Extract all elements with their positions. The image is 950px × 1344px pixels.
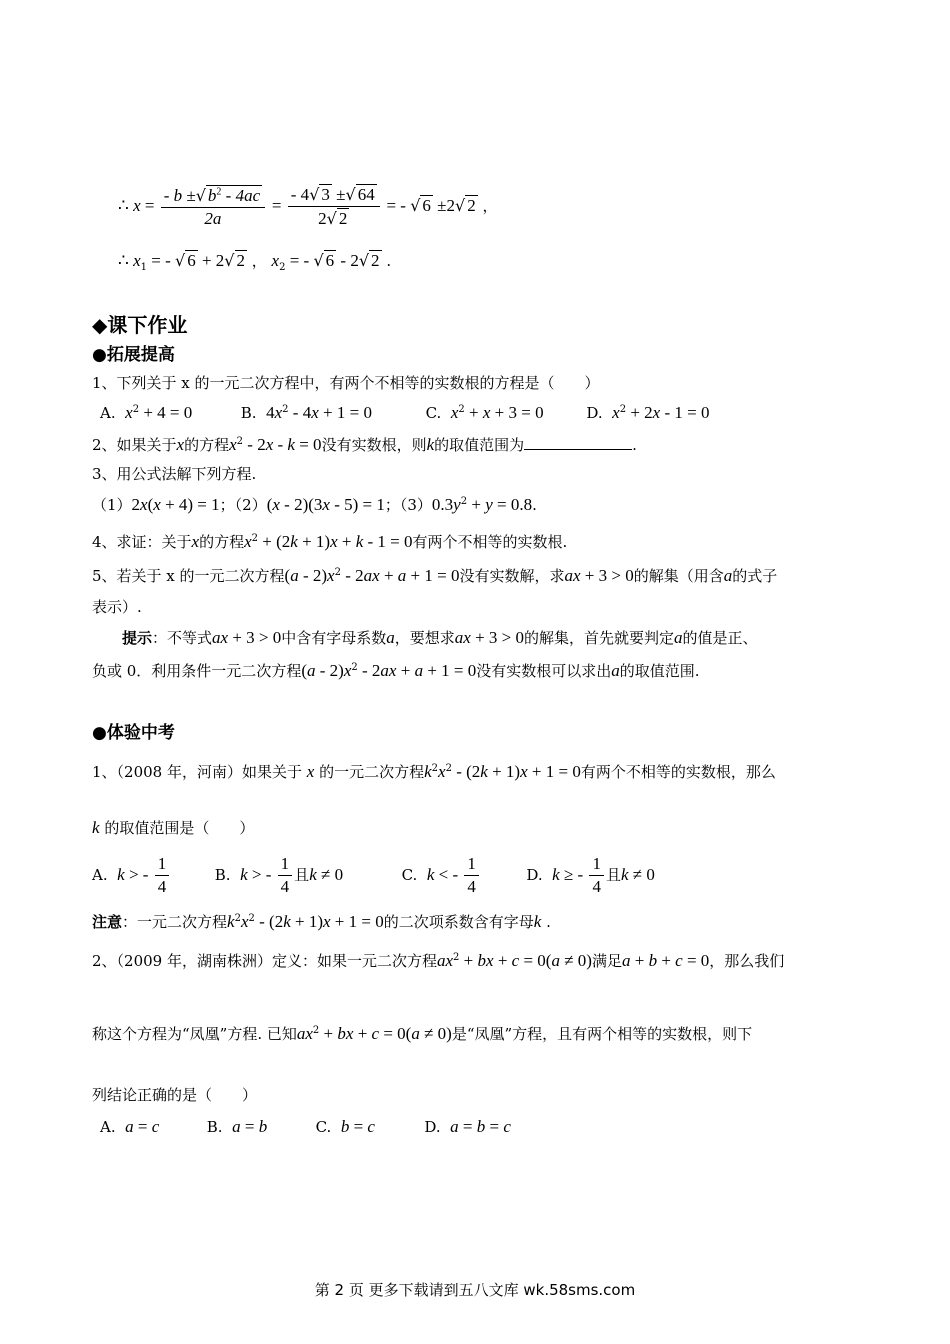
hint-line-2: 负或 0．利用条件一元二次方程$(a - 2)x^2 - 2ax + a + 1 = 0$没有实数根可以求出a的取值范围. (92, 661, 700, 680)
exam-question-1-options: A. k > - $\frac{1}{4}$ B. k > - $\frac{1}{4}$ 且k ≠ 0 C. k < - $\frac{1}{4}$ D. k ≥ - $\frac{1}{4}$ 且k ≠ 0 (92, 854, 655, 897)
exam-question-2-line3: 列结论正确的是（ ） (92, 1086, 258, 1104)
exam-question-2-options: A. a = c B. a = b C. b = c D. a = b = c (100, 1117, 511, 1136)
exam-note: 注意：一元二次方程$k^2x^2 - (2k + 1)x + 1 = 0$的二次项系数含有字母k . (92, 912, 551, 931)
solution-line-2: ∴ $x_1$ = - √ 6 + 2√ 2 ， $x_2$ = - √ 6 - 2√ 2 . (118, 251, 392, 273)
section-heading-expand: ●拓展提高 (92, 345, 175, 365)
exam-question-1-line2: k 的取值范围是（ ） (92, 818, 255, 837)
solution-line-1: ∴ x = $\frac{- b \pm√ b^2 - 4ac}{2a}$ = $\frac{- 4√ 3 \pm√ 64}{2√ 2}$ = - √ 6 ±2√ 2 ， (118, 185, 498, 229)
expand-question-3: 3、用公式法解下列方程. (92, 465, 257, 483)
bullet-icon: ● (92, 723, 107, 743)
section-heading-homework: ◆课下作业 (92, 313, 188, 337)
expand-question-1-options: A. $x^2 + 4 = 0$ B. $4x^2 - 4x + 1 = 0$ C. $x^2 + x + 3 = 0$ D. $x^2 + 2x - 1 = 0$ (100, 403, 710, 422)
expand-question-4: 4、求证：关于x的方程$x^2 + (2k + 1)x + k - 1 = 0$有两个不相等的实数根. (92, 532, 568, 551)
page-footer: 第 2 页 更多下载请到五八文库 wk.58sms.com (314, 1281, 636, 1299)
hint-line-1: 提示：不等式ax + 3 > 0中含有字母系数a，要想求ax + 3 > 0的解集，首先就要判定a的值是正、 (122, 628, 758, 647)
exam-question-1: 1、（2008 年，河南）如果关于 x 的一元二次方程$k^2x^2 - (2k + 1)x + 1 = 0$有两个不相等的实数根，那么 (92, 762, 776, 781)
expand-question-2: 2、如果关于x的方程$x^2 - 2x - k = 0$没有实数根，则k的取值范围为 . (92, 435, 637, 454)
exam-question-2: 2、（2009 年，湖南株洲）定义：如果一元二次方程$ax^2$ + bx + c = 0(a ≠ 0)满足a + b + c = 0，那么我们 (92, 951, 785, 970)
answer-blank[interactable] (524, 435, 632, 450)
expand-question-1: 1、下列关于 x 的一元二次方程中，有两个不相等的实数根的方程是（ ） (92, 374, 600, 392)
diamond-icon: ◆ (92, 313, 108, 337)
section-heading-exam: ●体验中考 (92, 723, 175, 743)
expand-question-5: 5、若关于 x 的一元二次方程$(a - 2)x^2 - 2ax + a + 1 = 0$没有实数解，求ax + 3 > 0的解集（用含a的式子 (92, 566, 778, 585)
expand-question-5-line2: 表示）. (92, 598, 142, 616)
bullet-icon: ● (92, 345, 107, 365)
expand-question-3-items: （1）2x(x + 4) = 1；（2）(x - 2)(3x - 5) = 1；$(3)0.3y^2 + y = 0.8$. (92, 495, 537, 514)
exam-question-2-line2: 称这个方程为“凤凰”方程. 已知$ax^2$ + bx + c = 0(a ≠ 0)是“凤凰”方程，且有两个相等的实数根，则下 (92, 1024, 753, 1043)
